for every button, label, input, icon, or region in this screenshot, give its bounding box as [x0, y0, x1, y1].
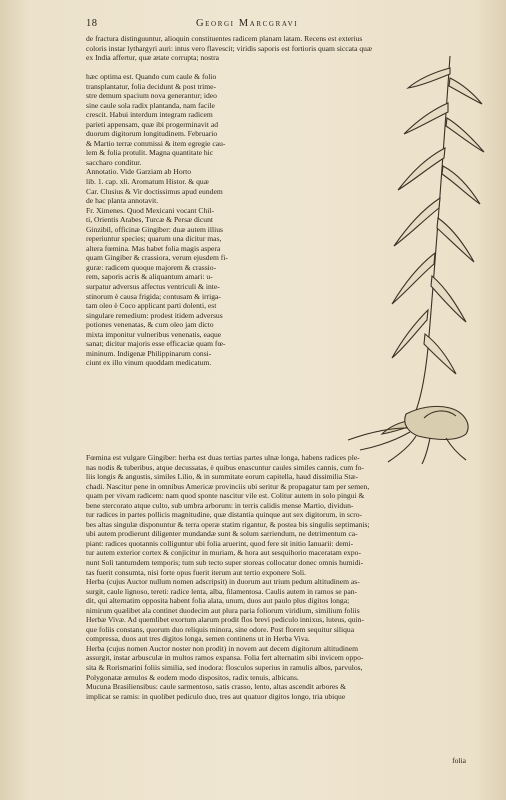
text-line: ex India affertur, quæ ætate corrupta; nostra: [86, 53, 220, 63]
text-line: tam oleo è Coco applicant parti dolenti, est: [86, 301, 217, 311]
text-line: ciunt ex illo vinum quoddam medicatum.: [86, 358, 212, 368]
text-line: surpatur adversus affectus ventriculi & inte-: [86, 282, 220, 292]
text-line: duorum digitorum longitudinem. Februario: [86, 129, 218, 139]
text-line: sanat; dicitur majoris esse efficaciæ quam fœ-: [86, 339, 226, 349]
text-line: tas fuerit consumta, nisi forte opus fuerit iterum aut tertio exponere Soli.: [86, 567, 306, 577]
text-line: nunt Soli tantumdem temporis; tum sub tecto super storeas collocatur donec omnis humidi-: [86, 558, 364, 568]
catchword: folia: [452, 756, 466, 765]
text-line: sine caule sola radix plantanda, nam facile: [86, 100, 215, 110]
text-line: nas nodis & tuberibus, atque decussatas, è quibus enascuntur caules similes cannis, cum fo-: [86, 462, 364, 472]
text-line: Mucuna Brasiliensibus: caule sarmentoso, satis crasso, lento, altas ascendit arbores &: [86, 682, 347, 692]
text-line: que foliis constans, quorum duo reliquis minora, sine odore. Post florem sequitur siliqua: [86, 624, 355, 634]
text-line: Herba (cujus nomen Auctor noster non prodit) in novem aut decem digitorum altitudinem: [86, 643, 359, 653]
ginger-plant-illustration: [300, 48, 500, 468]
text-line: transplantatur, folia decidunt & post trime-: [86, 81, 217, 91]
text-line: quam per vivam radicem: nam quod sponte nascitur vile est. Colitur autem in solo pingui &: [86, 491, 365, 501]
text-line: bes altas singulæ disponuntur & terra operæ statim rigantur, & postea bis singulis septimanis;: [86, 519, 370, 529]
text-line: tur radices in partes pollicis magnitudine, quæ distantia quinque aut sex digitorum, in scro-: [86, 510, 363, 520]
text-line: Annotatio. Vide Garziam ab Horto: [86, 167, 192, 177]
text-line: bene stercorato atque culto, sub umbra arborum: in terris calidis mense Martio, dividun-: [86, 500, 354, 510]
text-line: nimirum quælibet ala continet duodecim aut plura paria foliorum viridium, similium foliis: [86, 605, 360, 615]
text-line: saccharo conditur.: [86, 157, 142, 167]
text-line: de hac planta annotavit.: [86, 196, 159, 206]
text-line: Car. Clusius & Vir doctissimus apud eundem: [86, 186, 223, 196]
text-line: guræ: radicem quoque majorem & crassio-: [86, 262, 217, 272]
text-line: hæc optima est. Quando cum caule & folio: [86, 72, 217, 81]
text-line: Fœmina est vulgare Gingiber: herba est duas tertias partes ulnæ longa, habens radices ple-: [86, 453, 360, 462]
text-line: surgit, caule lignoso, tereti: radice lenta, alba, filamentosa. Caulis autem in ramos se pan-: [86, 586, 358, 596]
text-line: Herbæ Vivæ. Ad quemlibet exortum alarum prodit flos brevi pediculo innixus, luteus, quin-: [86, 615, 365, 625]
text-line: Polygonatæ æmulos & eodem modo dispositos, radix tenuis, albicans.: [86, 672, 299, 682]
text-line: ubi autem prodierunt diligenter mundandæ sunt & solum sarriendum, ne detrimentum ca-: [86, 529, 358, 539]
text-line: chadi. Nascitur pene in omnibus Americæ provinciis ubi seritur & propagatur tam per semen,: [86, 481, 370, 491]
text-line: coloris instar lythargyri auri: intus vero flavescit; viridis saporis est fortioris quam siccata quæ: [86, 43, 373, 53]
text-line: stre demum spacium nova generantur; ideo: [86, 91, 217, 101]
text-line: rem, saporis acris & aliquantum amari: u-: [86, 272, 213, 282]
text-line: dit, qui alternatim opposita habent folia alata, unum, duos aut paulo plus digitos longa;: [86, 596, 350, 606]
text-line: implicat se ramis: in quolibet pediculo duo, tres aut quatuor digitos longo, tria ubique: [86, 691, 346, 701]
text-line: ti, Orientis Arabes, Turcæ & Persæ dicunt: [86, 215, 213, 225]
text-line: Herba (cujus Auctor nullum nomen adscripsit) in duorum aut trium pedum altitudinem as-: [86, 577, 360, 587]
text-line: de fractura distinguuntur, alioquin constituentes radicem planam latam. Recens est exterius: [86, 34, 363, 43]
text-line: mixta imponitur vulneribus venenatis, eaque: [86, 329, 222, 339]
text-line: lib. 1. cap. xli. Aromatum Histor. & quæ: [86, 177, 209, 187]
text-line: piant: radices quotannis colliguntur ubi folia aruerint, quod fere sit initio Ianuarii: demi-: [86, 538, 354, 548]
text-line: quam Gingiber & crassiora, verum ejusdem fi-: [86, 253, 228, 263]
text-block-bottom: [86, 453, 471, 701]
text-line: compressa, duos aut tres digitos longa, semen continens ut in Herba Viva.: [86, 634, 310, 644]
running-head: Georgi Marcgravi: [196, 18, 299, 29]
text-line: parieti appensam, quæ ibi progerminavit ad: [86, 119, 219, 129]
text-line: Ginzibil, officinæ Gingiber: duæ autem illius: [86, 224, 223, 234]
text-line: potiones venenatas, & cum oleo jam dicto: [86, 320, 214, 330]
text-line: liis longis & angustis, similes Lilio, & in summitate eorum capitella, haud dissimilia Stæ-: [86, 472, 359, 482]
text-line: lem & folia protulit. Magna quantitate hic: [86, 148, 214, 158]
text-line: assurgit, instar arbusculæ in multos ramos expansa. Folia fert alternatim sibi invicem oppo-: [86, 653, 364, 663]
text-line: & Martio terræ commissi & item egregie cau-: [86, 138, 226, 148]
text-line: Fr. Ximenes. Quod Mexicani vocant Chil-: [86, 205, 215, 215]
text-line: tur autem exterior cortex & conjicitur in muriam, & hora aut sesquihorio maceratam expo-: [86, 548, 361, 558]
page-number: 18: [86, 18, 98, 29]
text-line: crescit. Habui interdum integram radicem: [86, 110, 213, 120]
text-line: mininum. Indigenæ Philippinarum consi-: [86, 348, 212, 358]
page-header: [86, 18, 466, 32]
text-line: singulare remedium: prodest itidem adversus: [86, 310, 223, 320]
text-line: sita & Rorismarini foliis similia, sed inodora: flosculos superius in ramulis albos, parvulos,: [86, 663, 363, 673]
text-line: stinorum è causa frigida; contusam & irriga-: [86, 291, 221, 301]
text-line: altera fœmina. Mas habet folia magis aspera: [86, 243, 221, 253]
text-block-left: [86, 72, 336, 368]
text-line: reperiuntur species; quarum una dicitur mas,: [86, 234, 222, 244]
